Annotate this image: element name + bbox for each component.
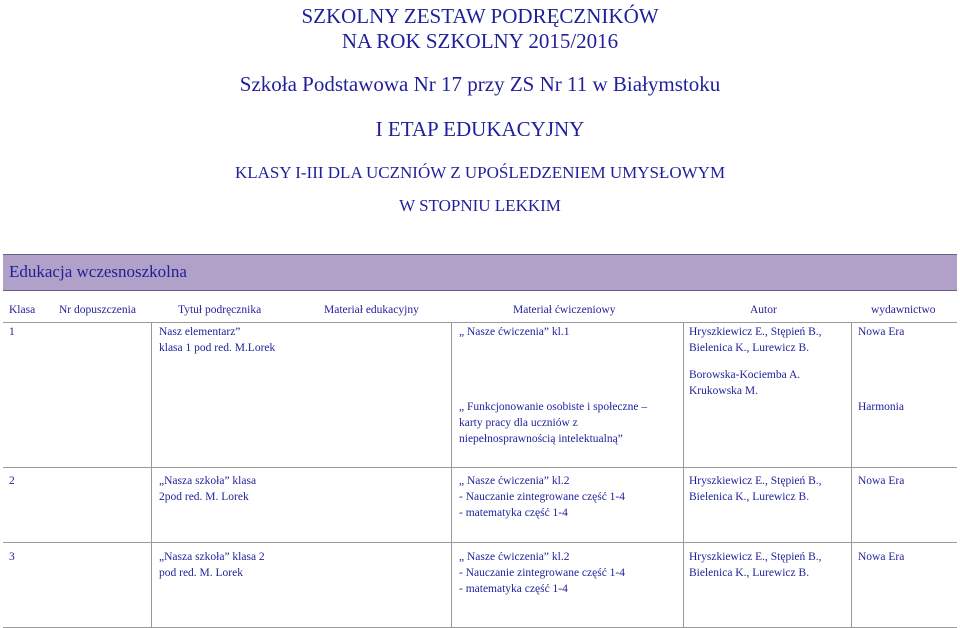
column-header-wydawnictwo: wydawnictwo: [871, 304, 936, 316]
row1-cwiczeniowy: „ Nasze ćwiczenia” kl.1: [459, 326, 570, 338]
textbook-table: [3, 254, 957, 628]
column-header-tytul: Tytuł podręcznika: [178, 304, 262, 316]
column-header-klasa: Klasa: [9, 304, 36, 316]
row2-wydawnictwo: Nowa Era: [858, 475, 905, 487]
row1b-autor: Borowska-Kociemba A. Krukowska M.: [689, 369, 801, 397]
row3-cwiczeniowy: „ Nasze ćwiczenia” kl.2 - Nauczanie zintegrowane część 1-4 - matematyka część 1-4: [459, 551, 626, 595]
section-title: Edukacja wczesnoszkolna: [9, 262, 187, 281]
column-header-autor: Autor: [750, 304, 777, 316]
row3-autor: Hryszkiewicz E., Stępień B., Bielenica K., Lurewicz B.: [689, 551, 822, 579]
row1b-cwiczeniowy: „ Funkcjonowanie osobiste i społeczne – karty pracy dla uczniów z niepełnosprawnością intelektualną”: [459, 401, 648, 445]
classes-description: KLASY I-III DLA UCZNIÓW Z UPOŚLEDZENIEM UMYSŁOWYM: [234, 163, 726, 182]
row-divider: [3, 542, 957, 543]
row1-wydawnictwo: Nowa Era: [858, 326, 905, 338]
row-divider: [3, 322, 957, 323]
column-header-material: Materiał edukacyjny: [324, 304, 419, 316]
row-divider: [3, 467, 957, 468]
document-title-line2: NA ROK SZKOLNY 2015/2016: [341, 29, 619, 53]
column-header-cwiczeniowy: Materiał ćwiczeniowy: [513, 304, 616, 316]
row1-klasa: 1: [9, 326, 15, 338]
column-divider: [151, 322, 152, 628]
row3-tytul: „Nasza szkoła” klasa 2 pod red. M. Lorek: [159, 551, 265, 579]
row3-klasa: 3: [9, 551, 15, 563]
row2-klasa: 2: [9, 475, 15, 487]
column-divider: [451, 322, 452, 628]
row3-wydawnictwo: Nowa Era: [858, 551, 905, 563]
column-divider: [683, 322, 684, 628]
row2-autor: Hryszkiewicz E., Stępień B., Bielenica K., Lurewicz B.: [689, 475, 822, 503]
educational-stage: I ETAP EDUKACYJNY: [375, 117, 585, 141]
row1b-wydawnictwo: Harmonia: [858, 401, 904, 413]
row1-autor: Hryszkiewicz E., Stępień B., Bielenica K., Lurewicz B.: [689, 326, 822, 354]
column-header-nr: Nr dopuszczenia: [59, 304, 136, 316]
row2-tytul: „Nasza szkoła” klasa 2pod red. M. Lorek: [159, 475, 257, 503]
school-name: Szkoła Podstawowa Nr 17 przy ZS Nr 11 w Białymstoku: [239, 72, 721, 96]
section-header: [3, 254, 957, 291]
degree-description: W STOPNIU LEKKIM: [399, 196, 561, 215]
row1-tytul: Nasz elementarz” klasa 1 pod red. M.Lorek: [159, 326, 276, 354]
document-title-line1: SZKOLNY ZESTAW PODRĘCZNIKÓW: [301, 4, 659, 28]
row2-cwiczeniowy: „ Nasze ćwiczenia” kl.2 - Nauczanie zintegrowane część 1-4 - matematyka część 1-4: [459, 475, 626, 519]
column-divider: [851, 322, 852, 628]
